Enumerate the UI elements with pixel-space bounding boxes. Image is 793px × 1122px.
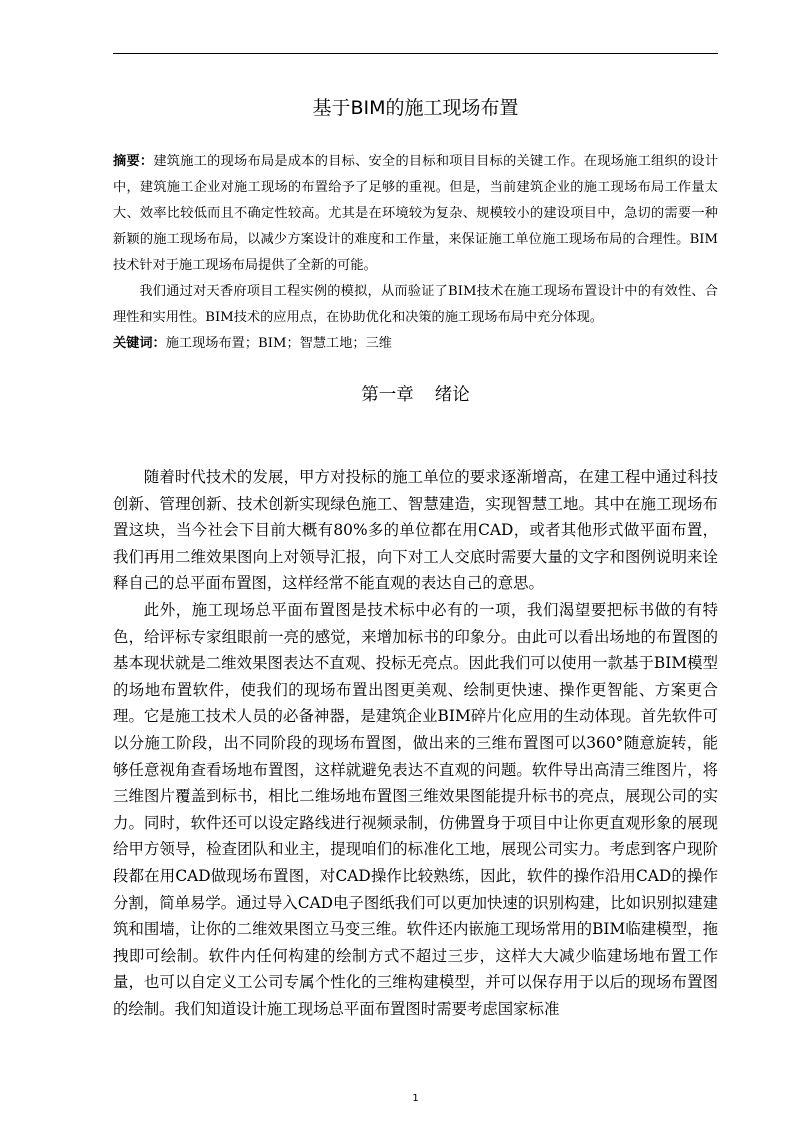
abstract-label: 摘要： bbox=[113, 154, 154, 169]
chapter-number: 第一章 bbox=[361, 385, 414, 405]
keywords-line bbox=[113, 331, 718, 357]
keywords-text: 施工现场布置；BIM；智慧工地；三维 bbox=[165, 336, 392, 351]
abstract-section bbox=[113, 149, 718, 357]
abstract-text-1: 建筑施工的现场布局是成本的目标、安全的目标和项目目标的关键工作。在现场施工组织的设计中，建筑施工企业对施工现场的布置给予了足够的重视。但是，当前建筑企业的施工现场布局工作量太大、效率比较低而且不确定性较高。尤其是在环境较为复杂、规模较小的建设项目中，急切的需要一种新颖的施工现场布局，以减少方案设计的难度和工作量，来保证施工单位施工现场布局的合理性。BIM技术针对于施工现场布局提供了全新的可能。 bbox=[113, 154, 719, 273]
page-number: 1 bbox=[412, 1093, 419, 1104]
abstract-paragraph-2: 我们通过对天香府项目工程实例的模拟，从而验证了BIM技术在施工现场布置设计中的有效性、合理性和实用性。BIM技术的应用点，在协助优化和决策的施工现场布局中充分体现。 bbox=[113, 284, 718, 325]
header-rule bbox=[113, 53, 718, 54]
chapter-heading bbox=[113, 380, 718, 410]
body-paragraph-2: 此外，施工现场总平面布置图是技术标中必有的一项，我们渴望要把标书做的有特色，给评标专家组眼前一亮的感觉，来增加标书的印象分。由此可以看出场地的布置图的基本现状就是二维效果图表达不直观、投标无亮点。因此我们可以使用一款基于BIM模型的场地布置软件，使我们的现场布置出图更美观、绘制更快速、操作更智能、方案更合理。它是施工技术人员的必备神器，是建筑企业BIM碎片化应用的生动体现。首先软件可以分施工阶段，出不同阶段的现场布置图，做出来的三维布置图可以360°随意旋转，能够任意视角查看场地布置图，这样就避免表达不直观的问题。软件导出高清三维图片，将三维图片覆盖到标书，相比二维场地布置图三维效果图能提升标书的亮点，展现公司的实力。同时，软件还可以设定路线进行视频录制，仿佛置身于项目中让你更直观形象的展现给甲方领导，检查团队和业主，提现咱们的标准化工地，展现公司实力。考虑到客户现阶段都在用CAD做现场布置图，对CAD操作比较熟练，因此，软件的操作沿用CAD的操作分割，简单易学。通过导入CAD电子图纸我们可以更加快速的识别构建，比如识别拟建建筑和围墙，让你的二维效果图立马变三维。软件还内嵌施工现场常用的BIM临建模型，拖拽即可绘制。软件内任何构建的绘制方式不超过三步，这样大大减少临建场地布置工作量，也可以自定义工公司专属个性化的三维构建模型，并可以保存用于以后的现场布置图的绘制。我们知道设计施工现场总平面布置图时需要考虑国家标准 bbox=[113, 600, 718, 1018]
chapter-title: 绪论 bbox=[434, 385, 470, 405]
abstract-paragraph-1 bbox=[113, 149, 718, 279]
paper-title: 基于BIM的施工现场布置 bbox=[312, 97, 519, 119]
body-paragraph-1: 随着时代技术的发展，甲方对投标的施工单位的要求逐渐增高，在建工程中通过科技创新、管理创新、技术创新实现绿色施工、智慧建造，实现智慧工地。其中在施工现场布置这块，当今社会下目前大概有80%多的单位都在用CAD，或者其他形式做平面布置，我们再用二维效果图向上对领导汇报，向下对工人交底时需要大量的文字和图例说明来诠释自己的总平面布置图，这样经常不能直观的表达自己的意思。 bbox=[113, 468, 718, 593]
keywords-label: 关键词： bbox=[113, 336, 166, 351]
chapter-body bbox=[113, 464, 718, 1022]
